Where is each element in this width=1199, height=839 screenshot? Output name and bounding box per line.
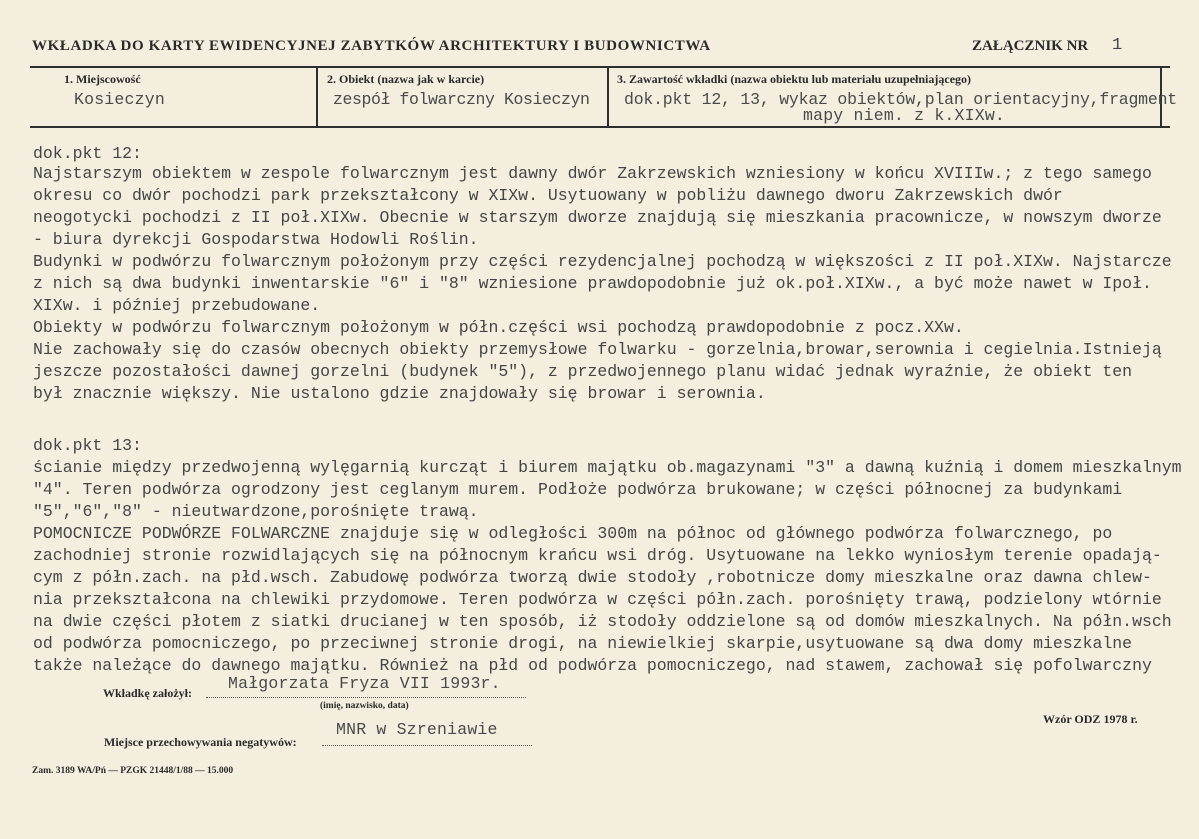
body-line: - biura dyrekcji Gospodarstwa Hodowli Roślin.: [33, 230, 479, 249]
storage-value: MNR w Szreniawie: [336, 720, 498, 739]
attachment-label: ZAŁĄCZNIK NR: [972, 38, 1089, 54]
body-line: Najstarszym obiektem w zespole folwarcznym jest dawny dwór Zakrzewskich wzniesiony w końcu XVIIIw.; z tego samego: [33, 164, 1152, 183]
body-line: XIXw. i później przebudowane.: [33, 296, 321, 315]
body-line: był znacznie większy. Nie ustalono gdzie znajdowały się browar i serownia.: [33, 384, 766, 403]
contents-value-line2: mapy niem. z k.XIXw.: [803, 106, 1006, 125]
body-line: Obiekty w podwórzu folwarcznym położonym w półn.części wsi pochodzą prawdopodobnie z pocz.XXw.: [33, 318, 964, 337]
form-title: WKŁADKA DO KARTY EWIDENCYJNEJ ZABYTKÓW ARCHITEKTURY I BUDOWNICTWA: [32, 38, 711, 54]
body-line: od podwórza pomocniczego, po przeciwnej stronie drogi, na niewielkiej skarpie,usytuowane są dwa domy mieszkalne: [33, 634, 1133, 653]
object-label: 2. Obiekt (nazwa jak w karcie): [327, 72, 485, 86]
body-line: ścianie między przedwojenną wylęgarnią kurcząt i biurem majątku ob.magazynami "3" a dawną kuźnią i domem mieszkalnym: [33, 458, 1182, 477]
object-value: zespół folwarczny Kosieczyn: [333, 90, 590, 109]
template-note: Wzór ODZ 1978 r.: [1043, 712, 1138, 726]
table-divider-2: [607, 66, 609, 128]
body-line: Budynki w podwórzu folwarcznym położonym przy części rezydencjalnej pochodzą w większości z II poł.XIXw. Najstarcze: [33, 252, 1172, 271]
attachment-number: 1: [1112, 36, 1123, 55]
locality-label: 1. Miejscowość: [64, 72, 141, 86]
contents-label: 3. Zawartość wkładki (nazwa obiektu lub materiału uzupełniającego): [617, 72, 972, 86]
body-line: POMOCNICZE PODWÓRZE FOLWARCZNE znajduje się w odległości 300m na północ od głównego podwórza folwarcznego, po: [33, 524, 1113, 543]
author-dotted-line: [206, 697, 526, 698]
body-line: z nich są dwa budynki inwentarskie "6" i "8" wzniesione prawdopodobnie już ok.poł.XIXw., a być może nawet w Ipoł.: [33, 274, 1152, 293]
body-line: neogotycki pochodzi z II poł.XIXw. Obecnie w starszym dworze znajdują się mieszkania pracownicze, w nowszym dworze: [33, 208, 1162, 227]
storage-dotted-line: [322, 745, 532, 746]
locality-value: Kosieczyn: [74, 90, 165, 109]
body-line: cym z półn.zach. na płd.wsch. Zabudowę podwórza tworzą dwie stodoły ,robotnicze domy mieszkalne oraz dawna chlew-: [33, 568, 1152, 587]
body-line: "5","6","8" - nieutwardzone,porośnięte trawą.: [33, 502, 479, 521]
body-line: na dwie części płotem z siatki drucianej w ten sposób, iż stodoły oddzielone są od domów mieszkalnych. Na półn.wsch: [33, 612, 1172, 631]
body-line: zachodniej stronie rozwidlających się na północnym krańcu wsi dróg. Usytuowane na lekko wyniosłym terenie opadają-: [33, 546, 1162, 565]
author-label: Wkładkę założył:: [103, 686, 192, 700]
body-line: jeszcze pozostałości dawnej gorzelni (budynek "5"), z przedwojennego planu widać jednak wyraźnie, że obiekt ten: [33, 362, 1133, 381]
storage-label: Miejsce przechowywania negatywów:: [104, 735, 297, 749]
body-line: dok.pkt 13:: [33, 436, 142, 455]
body-line: nia przekształcona na chlewiki przydomowe. Teren podwórza w części półn.zach. porośnięty trawą, podzielony wtórnie: [33, 590, 1162, 609]
author-value: Małgorzata Fryza VII 1993r.: [228, 674, 501, 693]
body-line: "4". Teren podwórza ogrodzony jest ceglanym murem. Podłoże podwórza brukowane; w części północnej za budynkami: [33, 480, 1123, 499]
author-hint: (imię, nazwisko, data): [320, 701, 409, 711]
contents-value-line1: dok.pkt 12, 13, wykaz obiektów,plan orientacyjny,fragment: [624, 90, 1177, 109]
print-note: Zam. 3189 WA/Pń — PZGK 21448/1/88 — 15.000: [32, 766, 234, 776]
table-bottom-rule: [30, 126, 1170, 128]
table-divider-1: [316, 66, 318, 128]
body-line: dok.pkt 12:: [33, 144, 142, 163]
body-line: Nie zachowały się do czasów obecnych obiekty przemysłowe folwarku - gorzelnia,browar,serownia i cegielnia.Istnieją: [33, 340, 1162, 359]
body-line: okresu co dwór pochodzi park przekształcony w XIXw. Usytuowany w pobliżu dawnego dworu Zakrzewskich dwór: [33, 186, 1063, 205]
body-line: także należące do dawnego majątku. Również na płd od podwórza pomocniczego, nad stawem, zachował się pofolwarczny: [33, 656, 1152, 675]
table-top-rule: [30, 66, 1170, 68]
